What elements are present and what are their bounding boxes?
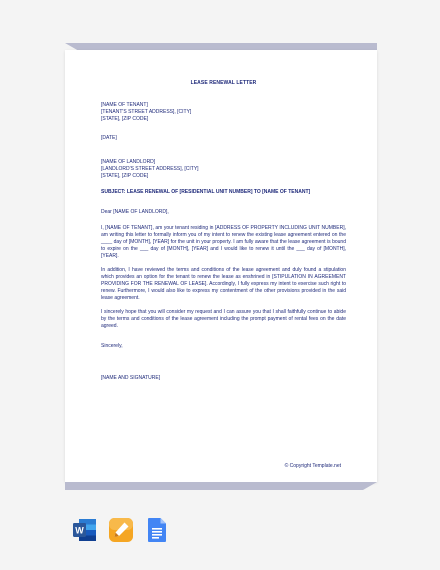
signature-line: [NAME AND SIGNATURE] <box>101 375 161 381</box>
landlord-state-line: [STATE], [ZIP CODE] <box>101 173 149 179</box>
tenant-state-line: [STATE], [ZIP CODE] <box>101 116 149 122</box>
tenant-street-line: [TENANT'S STREET ADDRESS], [CITY] <box>101 109 192 115</box>
copyright-notice: © Copyright Template.net <box>284 463 341 469</box>
document-title: LEASE RENEWAL LETTER <box>190 80 257 86</box>
decorative-band-bottom <box>65 482 377 490</box>
date-block <box>101 135 346 142</box>
body-paragraph-3: I sincerely hope that you will consider my request and I can assure you that I shall faithfully continue to abide by the terms and conditions of the lease agreement including the prompt payment of rental fees on the date agreed. <box>101 309 346 329</box>
tenant-address-block <box>101 102 346 123</box>
svg-text:W: W <box>75 525 84 536</box>
salutation: Dear [NAME OF LANDLORD], <box>101 209 169 215</box>
date-line: [DATE] <box>101 135 117 141</box>
subject-line: SUBJECT: LEASE RENEWAL OF [RESIDENTIAL UNIT NUMBER] TO [NAME OF TENANT] <box>101 189 311 195</box>
pages-icon[interactable] <box>108 517 134 543</box>
document-page <box>65 50 377 482</box>
google-docs-icon[interactable] <box>144 517 170 543</box>
letter-body <box>101 80 346 389</box>
landlord-address-block <box>101 159 346 180</box>
closing: Sincerely, <box>101 343 123 349</box>
tenant-name-line: [NAME OF TENANT] <box>101 102 148 108</box>
landlord-street-line: [LANDLORD'S STREET ADDRESS], [CITY] <box>101 166 199 172</box>
word-icon[interactable] <box>72 517 98 543</box>
body-paragraph-1: I, [NAME OF TENANT], am your tenant residing in [ADDRESS OF PROPERTY INCLUDING UNIT NUMBER], am writing this letter to formally inform you of my intent to renew the existing lease agreement entered on the ____ day of [MONTH], [YEAR] for the unit in your property. I am fully aware that the lease agreement is bound to expire on the ___ day of [MONTH], [YEAR] and I would like to renew it until the ___ day of [MONTH], [YEAR]. <box>101 225 346 259</box>
landlord-name-line: [NAME OF LANDLORD] <box>101 159 156 165</box>
body-paragraph-2: In addition, I have reviewed the terms and conditions of the lease agreement and duly found a stipulation which provides an option for the tenant to renew the lease as enshrined in [STIPULATION IN AGREEMENT PROVIDING FOR THE RENEWAL OF LEASE]. Accordingly, I fully express my intent to exercise such right to renew. Furthermore, I would also like to express my contentment of the other provisions provided in the said lease agreement. <box>101 267 346 301</box>
